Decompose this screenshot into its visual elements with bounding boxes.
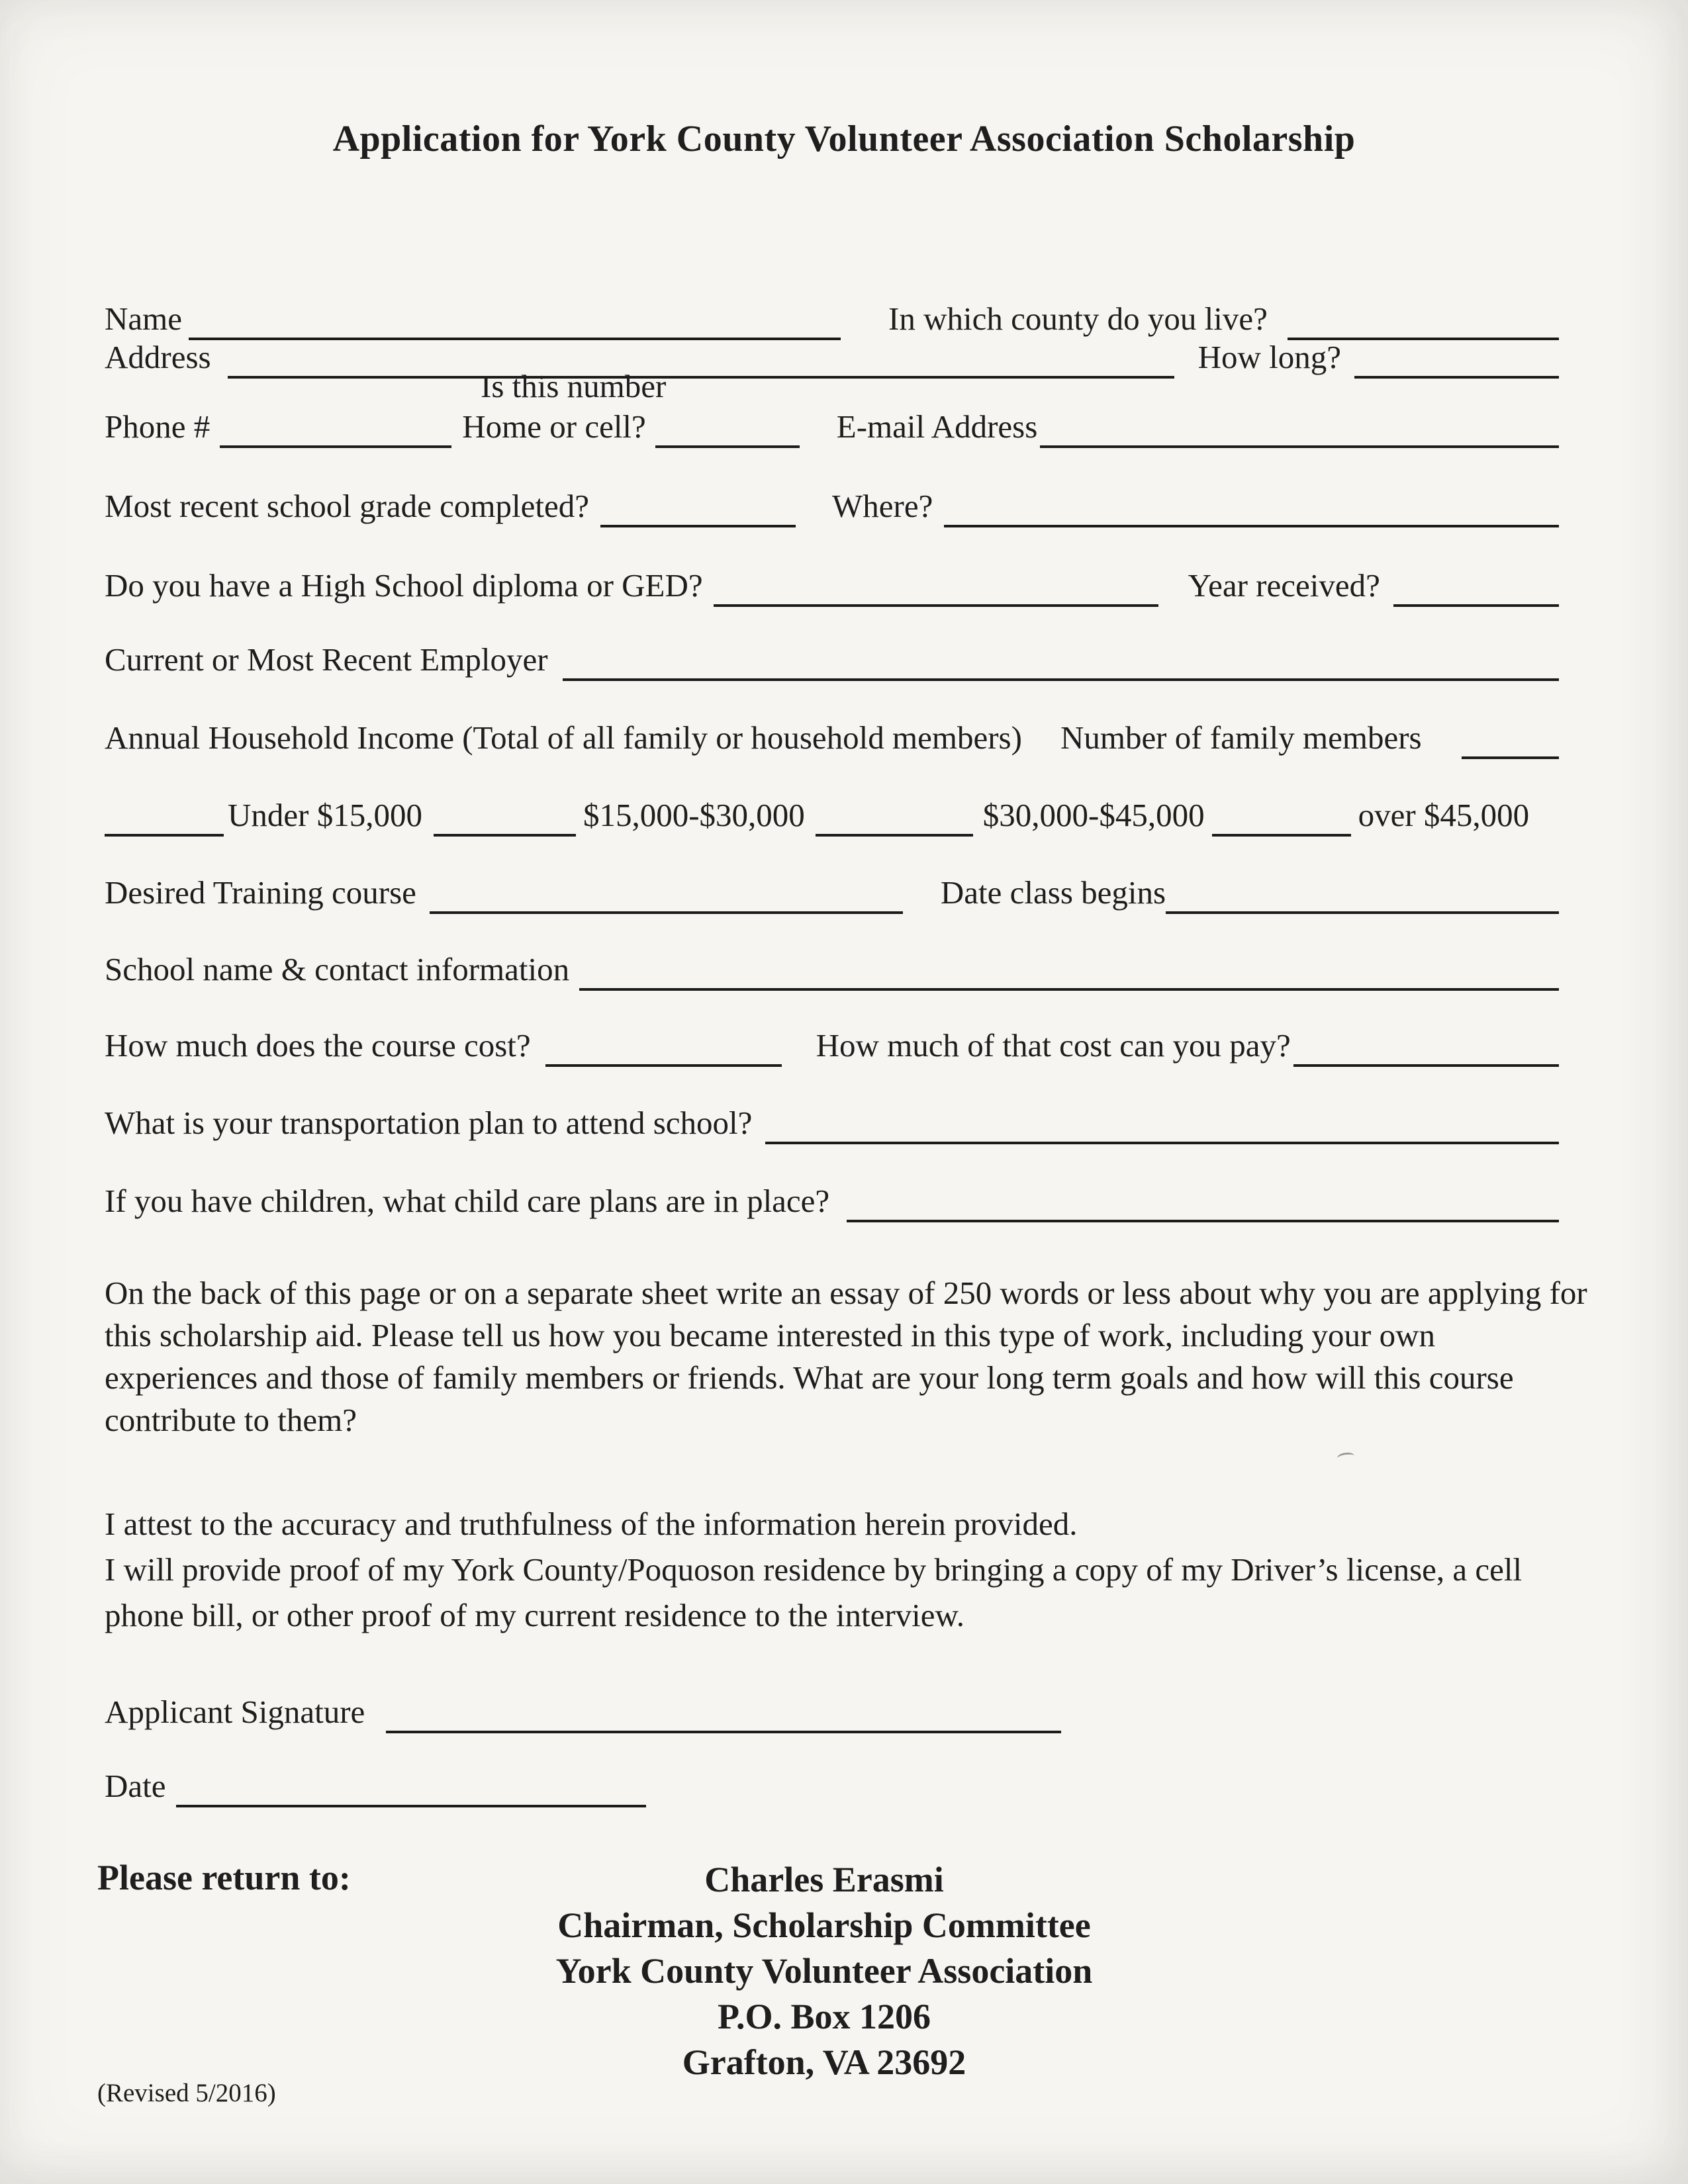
revision-note: (Revised 5/2016) (97, 2079, 276, 2107)
phone-field-line[interactable] (220, 437, 451, 448)
income-options-row (105, 797, 1529, 834)
return-to-organization: York County Volunteer Association (555, 1951, 1093, 1991)
return-to-po-box: P.O. Box 1206 (717, 1997, 931, 2036)
how-long-field-line[interactable] (1354, 368, 1559, 379)
income-over-45k-check-line[interactable] (1212, 826, 1351, 837)
date-class-begins-field-line[interactable] (1166, 903, 1559, 914)
training-course-field-line[interactable] (430, 903, 903, 914)
diploma-row (105, 568, 1559, 604)
school-contact-row (105, 952, 1559, 988)
phone-email-row (105, 409, 1559, 445)
child-care-row (105, 1183, 1559, 1220)
date-class-begins-label: Date class begins (940, 874, 1166, 911)
income-header-row (105, 720, 1559, 756)
address-row (105, 340, 1559, 376)
family-members-label: Number of family members (1060, 719, 1422, 756)
page-title: Application for York County Volunteer Association Scholarship (332, 118, 1356, 159)
applicant-signature-row (105, 1694, 1061, 1731)
return-to-label: Please return to: (97, 1858, 351, 1897)
income-under-15k-label: Under $15,000 (228, 797, 422, 833)
transportation-label: What is your transportation plan to attend school? (105, 1105, 753, 1141)
return-to-name: Charles Erasmi (704, 1860, 944, 1899)
county-label: In which county do you live? (888, 300, 1268, 337)
return-to-title: Chairman, Scholarship Committee (557, 1905, 1091, 1945)
school-grade-row (105, 488, 1559, 525)
address-field-line[interactable] (228, 368, 1174, 379)
income-under-15k-check-line[interactable] (105, 826, 224, 837)
email-label: E-mail Address (836, 408, 1038, 445)
attestation-block (105, 1501, 1591, 1638)
applicant-signature-line[interactable] (386, 1723, 1061, 1733)
applicant-signature-label: Applicant Signature (105, 1694, 365, 1730)
date-row (105, 1768, 646, 1805)
name-field-line[interactable] (189, 330, 841, 340)
income-15k-30k-check-line[interactable] (434, 826, 576, 837)
training-course-row (105, 875, 1559, 911)
attestation-line-2: I will provide proof of my York County/Poquoson residence by bringing a copy of my Driver’s license, a cell phone bill, or other proof of my current residence to the interview. (105, 1551, 1523, 1633)
course-cost-row (105, 1028, 1559, 1064)
return-to-city-state-zip: Grafton, VA 23692 (682, 2042, 966, 2082)
phone-label: Phone # (105, 408, 211, 445)
date-line[interactable] (176, 1797, 646, 1807)
attestation-line-1: I attest to the accuracy and truthfulness of the information herein provided. (105, 1506, 1078, 1542)
income-30k-45k-check-line[interactable] (816, 826, 973, 837)
course-cost-label: How much does the course cost? (105, 1027, 531, 1064)
where-label: Where? (832, 488, 933, 524)
income-over-45k-label: over $45,000 (1358, 797, 1530, 833)
scan-artifact (1336, 1451, 1355, 1462)
transportation-row (105, 1105, 1559, 1142)
employer-row (105, 642, 1559, 678)
diploma-field-line[interactable] (714, 596, 1158, 607)
is-this-number-label: Is this number (481, 368, 667, 404)
school-grade-label: Most recent school grade completed? (105, 488, 590, 524)
essay-instructions: On the back of this page or on a separate sheet write an essay of 250 words or less about why you are applying for this scholarship aid. Please tell us how you became interested in this type of work, including your own experiences and those of family members or friends. What are your long term goals and how will this course contribute to them? (105, 1275, 1587, 1438)
child-care-label: If you have children, what child care plans are in place? (105, 1183, 830, 1219)
cost-pay-label: How much of that cost can you pay? (816, 1027, 1291, 1064)
year-received-field-line[interactable] (1393, 596, 1559, 607)
home-or-cell-field-line[interactable] (655, 437, 800, 448)
where-field-line[interactable] (944, 517, 1559, 527)
home-or-cell-label: Home or cell? (462, 408, 646, 445)
income-header-label: Annual Household Income (Total of all family or household members) (105, 719, 1022, 756)
name-county-row (105, 301, 1559, 338)
family-members-field-line[interactable] (1462, 749, 1559, 759)
school-contact-field-line[interactable] (579, 980, 1559, 991)
diploma-label: Do you have a High School diploma or GED? (105, 567, 703, 604)
course-cost-field-line[interactable] (545, 1056, 782, 1067)
date-label: Date (105, 1768, 166, 1804)
training-course-label: Desired Training course (105, 874, 416, 911)
child-care-field-line[interactable] (847, 1212, 1559, 1222)
email-field-line[interactable] (1040, 437, 1559, 448)
how-long-label: How long? (1197, 339, 1341, 375)
return-to-address-block (0, 1857, 1648, 2085)
address-label: Address (105, 339, 211, 375)
cost-pay-field-line[interactable] (1293, 1056, 1559, 1067)
year-received-label: Year received? (1188, 567, 1380, 604)
school-contact-label: School name & contact information (105, 951, 570, 987)
name-label: Name (105, 300, 182, 337)
income-30k-45k-label: $30,000-$45,000 (982, 797, 1205, 833)
school-grade-field-line[interactable] (600, 517, 796, 527)
transportation-field-line[interactable] (765, 1134, 1559, 1144)
employer-label: Current or Most Recent Employer (105, 641, 548, 678)
income-15k-30k-label: $15,000-$30,000 (583, 797, 805, 833)
employer-field-line[interactable] (563, 670, 1559, 681)
